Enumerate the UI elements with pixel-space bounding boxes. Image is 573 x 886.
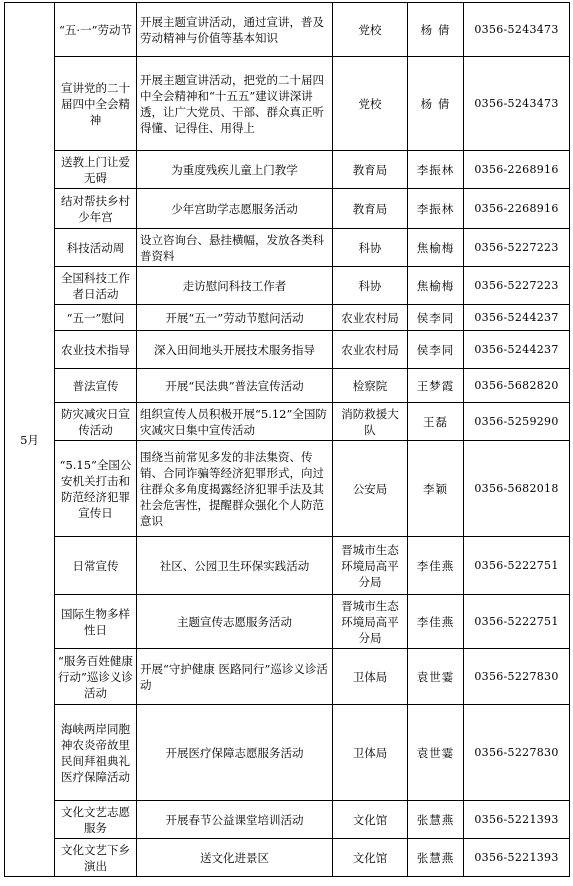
table-row <box>5 705 570 801</box>
contact-phone: 0356-5227830 <box>464 705 570 801</box>
organizer: 农业农村局 <box>333 305 408 331</box>
contact-phone: 0356-5682820 <box>464 369 570 403</box>
contact-phone: 0356-5682018 <box>464 441 570 537</box>
contact-phone: 0356-5244237 <box>464 305 570 331</box>
table-row <box>5 369 570 403</box>
organizer: 文化馆 <box>333 839 408 877</box>
organizer: 科协 <box>333 267 408 305</box>
organizer: 党校 <box>333 3 408 57</box>
activity-content: 开展“五一”劳动节慰问活动 <box>137 305 333 331</box>
activity-content: 开展“民法典”普法宣传活动 <box>137 369 333 403</box>
activity-content: 深入田间地头开展技术服务指导 <box>137 331 333 369</box>
table-row <box>5 267 570 305</box>
table-row <box>5 839 570 877</box>
contact-phone: 0356-2268916 <box>464 151 570 189</box>
contact-person: 李颖 <box>408 441 464 537</box>
organizer: 卫体局 <box>333 705 408 801</box>
organizer: 教育局 <box>333 189 408 229</box>
table-row <box>5 3 570 57</box>
contact-phone: 0356-5243473 <box>464 3 570 57</box>
activity-name: “服务百姓健康行动”巡诊义诊活动 <box>55 649 137 705</box>
organizer: 农业农村局 <box>333 331 408 369</box>
activity-name: “五·一”劳动节 <box>55 3 137 57</box>
table-row <box>5 305 570 331</box>
contact-person: 王磊 <box>408 403 464 441</box>
contact-phone: 0356-5259290 <box>464 403 570 441</box>
activity-name: 文化文艺下乡演出 <box>55 839 137 877</box>
activity-name: 农业技术指导 <box>55 331 137 369</box>
activity-content: 主题宣传志愿服务活动 <box>137 595 333 649</box>
activity-name: 送教上门让爱无碍 <box>55 151 137 189</box>
contact-person: 张慧燕 <box>408 839 464 877</box>
contact-person: 李佳燕 <box>408 595 464 649</box>
contact-phone: 0356-2268916 <box>464 189 570 229</box>
activity-content: 围绕当前常见多发的非法集资、传销、合同诈骗等经济犯罪形式，向过往群众多角度揭露经济犯罪手法及其社会危害性，提醒群众强化个人防范意识 <box>137 441 333 537</box>
contact-person: 杨 倩 <box>408 3 464 57</box>
contact-person: 焦榆梅 <box>408 267 464 305</box>
contact-phone: 0356-5222751 <box>464 595 570 649</box>
activity-content: 开展春节公益课堂培训活动 <box>137 801 333 839</box>
contact-person: 张慧燕 <box>408 801 464 839</box>
organizer: 文化馆 <box>333 801 408 839</box>
organizer: 检察院 <box>333 369 408 403</box>
organizer: 科协 <box>333 229 408 267</box>
organizer: 党校 <box>333 57 408 151</box>
activity-content: 走访慰问科技工作者 <box>137 267 333 305</box>
activity-content: 送文化进景区 <box>137 839 333 877</box>
activity-name: 防灾减灾日宣传活动 <box>55 403 137 441</box>
contact-phone: 0356-5227223 <box>464 229 570 267</box>
contact-person: 侯李同 <box>408 331 464 369</box>
contact-phone: 0356-5221393 <box>464 801 570 839</box>
table-row <box>5 441 570 537</box>
table-row <box>5 151 570 189</box>
activity-name: 科技活动周 <box>55 229 137 267</box>
activity-content: 组织宣传人员积极开展“5.12”全国防灾减灾日集中宣传活动 <box>137 403 333 441</box>
contact-phone: 0356-5243473 <box>464 57 570 151</box>
activity-content: 为重度残疾儿童上门教学 <box>137 151 333 189</box>
contact-phone: 0356-5222751 <box>464 537 570 595</box>
table-row <box>5 189 570 229</box>
table-row <box>5 537 570 595</box>
organizer: 晋城市生态环境局高平分局 <box>333 595 408 649</box>
table-row <box>5 331 570 369</box>
contact-phone: 0356-5244237 <box>464 331 570 369</box>
contact-person: 李振林 <box>408 189 464 229</box>
activity-content: 开展“守护健康 医路同行”巡诊义诊活动 <box>137 649 333 705</box>
activity-content: 开展医疗保障志愿服务活动 <box>137 705 333 801</box>
activity-content: 设立咨询台、悬挂横幅，发放各类科普资料 <box>137 229 333 267</box>
activity-name: 宣讲党的二十届四中全会精神 <box>55 57 137 151</box>
contact-person: 李佳燕 <box>408 537 464 595</box>
contact-person: 李振林 <box>408 151 464 189</box>
table-row <box>5 801 570 839</box>
organizer: 教育局 <box>333 151 408 189</box>
table-row <box>5 57 570 151</box>
organizer: 公安局 <box>333 441 408 537</box>
table-row <box>5 595 570 649</box>
contact-phone: 0356-5227223 <box>464 267 570 305</box>
contact-person: 袁世霎 <box>408 649 464 705</box>
organizer: 晋城市生态环境局高平分局 <box>333 537 408 595</box>
month-cell: 5月 <box>5 3 55 877</box>
activity-content: 开展主题宣讲活动，把党的二十届四中全会精神和“十五五”建议讲深讲透，让广大党员、干部、群众真正听得懂、记得住、用得上 <box>137 57 333 151</box>
contact-person: 杨 倩 <box>408 57 464 151</box>
activity-name: 日常宣传 <box>55 537 137 595</box>
activity-name: 国际生物多样性日 <box>55 595 137 649</box>
table-row <box>5 649 570 705</box>
organizer: 消防救援大队 <box>333 403 408 441</box>
activity-name: “5.15”全国公安机关打击和防范经济犯罪宣传日 <box>55 441 137 537</box>
contact-phone: 0356-5221393 <box>464 839 570 877</box>
activity-name: 文化文艺志愿服务 <box>55 801 137 839</box>
contact-phone: 0356-5227830 <box>464 649 570 705</box>
table-row <box>5 403 570 441</box>
contact-person: 袁世霎 <box>408 705 464 801</box>
activity-content: 少年宫助学志愿服务活动 <box>137 189 333 229</box>
contact-person: 王梦霞 <box>408 369 464 403</box>
table-row <box>5 229 570 267</box>
activity-content: 开展主题宣讲活动，通过宣讲，普及劳动精神与价值等基本知识 <box>137 3 333 57</box>
activity-table <box>4 2 570 877</box>
activity-name: 海峡两岸同胞神农炎帝故里民间拜祖典礼医疗保障活动 <box>55 705 137 801</box>
activity-content: 社区、公园卫生环保实践活动 <box>137 537 333 595</box>
activity-name: 结对帮扶乡村少年宫 <box>55 189 137 229</box>
activity-name: 普法宣传 <box>55 369 137 403</box>
activity-name: “五一”慰问 <box>55 305 137 331</box>
contact-person: 焦榆梅 <box>408 229 464 267</box>
organizer: 卫体局 <box>333 649 408 705</box>
contact-person: 侯李同 <box>408 305 464 331</box>
activity-name: 全国科技工作者日活动 <box>55 267 137 305</box>
